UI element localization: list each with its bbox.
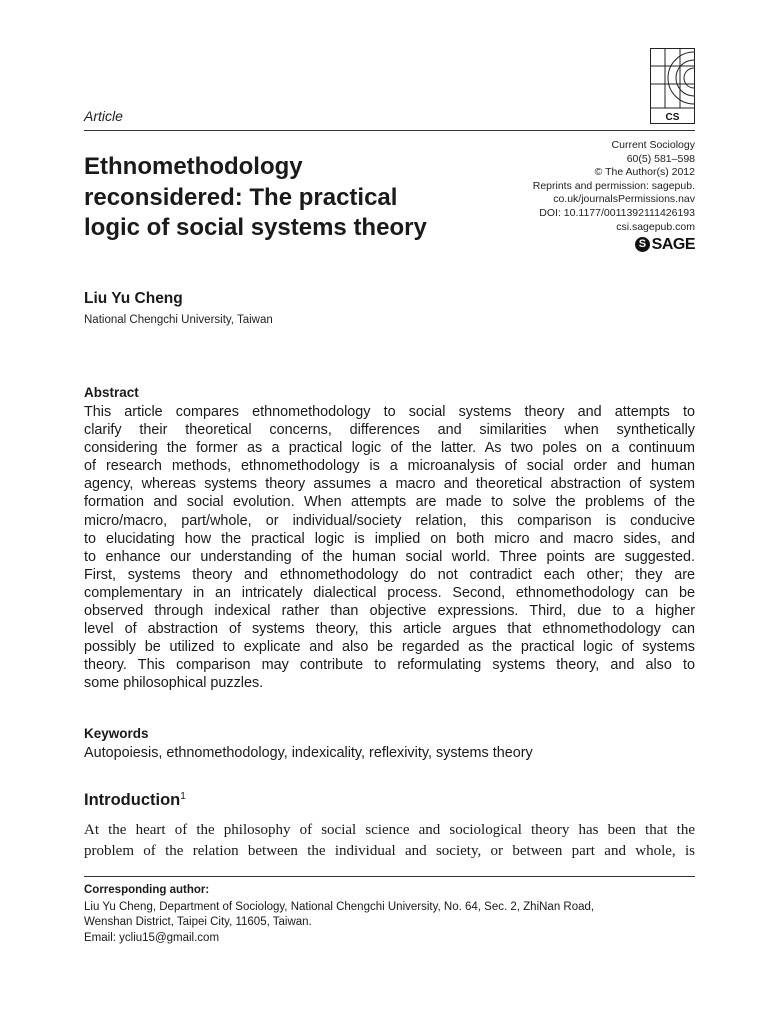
journal-volume-pages: 60(5) 581–598	[626, 152, 695, 165]
journal-name: Current Sociology	[611, 139, 695, 151]
corresponding-author-details	[84, 900, 695, 946]
keywords-list: Autopoiesis, ethnomethodology, indexicality, reflexivity, systems theory	[84, 745, 533, 761]
journal-metadata	[465, 139, 695, 252]
title-line: reconsidered: The practical	[84, 183, 398, 211]
journal-logo	[650, 48, 695, 124]
abstract-line: observed through indexical rather than objective expressions. Third, due to a higher	[84, 603, 695, 620]
keywords-heading: Keywords	[84, 726, 149, 741]
header-rule	[84, 130, 695, 131]
permissions-link[interactable]: co.uk/journalsPermissions.nav	[553, 193, 695, 206]
footnote-marker[interactable]: 1	[180, 791, 186, 802]
sage-mark-icon: S	[635, 237, 650, 252]
abstract-line: to enhance our understanding of the human social world. Three points are suggested.	[84, 548, 695, 565]
abstract-line: considering the former as a practical logic of the latter. As two poles on a continuum	[84, 440, 695, 457]
corresponding-email[interactable]: Email: ycliu15@gmail.com	[84, 931, 220, 944]
abstract-line: complementary in an intricately dialectical process. Second, ethnomethodology can be	[84, 584, 695, 601]
abstract-line: theory. This comparison may contribute to reformulating systems theory, and also to	[84, 657, 695, 674]
abstract-heading: Abstract	[84, 385, 139, 400]
introduction-text	[84, 820, 695, 861]
abstract-line: micro/macro, part/whole, or individual/society relation, this comparison is conducive	[84, 512, 695, 529]
journal-url[interactable]: csi.sagepub.com	[616, 220, 695, 233]
reprints-line: Reprints and permission: sagepub.	[532, 179, 695, 192]
article-type-label: Article	[84, 108, 123, 124]
corresponding-line: Liu Yu Cheng, Department of Sociology, National Chengchi University, No. 64, Sec. 2, ZhiNan Road,	[84, 901, 595, 913]
publisher-logo	[465, 237, 695, 252]
introduction-line: problem of the relation between the individual and society, or between part and whole, is	[84, 842, 695, 859]
abstract-line: clarify their theoretical concerns, differences and similarities when synthetically	[84, 422, 695, 439]
doi-line[interactable]: DOI: 10.1177/0011392111426193	[539, 206, 695, 219]
abstract-line: agency, whereas systems theory assumes a macro and theoretical abstraction of system	[84, 476, 695, 493]
author-affiliation: National Chengchi University, Taiwan	[84, 314, 273, 326]
abstract-line: This article compares ethnomethodology to social systems theory and attempts to	[84, 404, 695, 420]
abstract-line: to elucidating how the practical logic is implied on both micro and macro sides, and	[84, 530, 695, 547]
abstract-line: First, systems theory and ethnomethodology do not contradict each other; they are	[84, 566, 695, 583]
abstract-line: level of abstraction of systems theory, this article argues that ethnomethodology can	[84, 621, 695, 638]
corresponding-author-heading: Corresponding author:	[84, 884, 210, 896]
abstract-line: some philosophical puzzles.	[84, 675, 264, 692]
journal-logo-text: CS	[665, 112, 680, 123]
abstract-text	[84, 403, 695, 693]
article-title	[84, 152, 484, 244]
introduction-heading-text: Introduction	[84, 791, 181, 809]
publisher-logo-text: SAGE	[651, 235, 695, 253]
title-line: logic of social systems theory	[84, 214, 427, 241]
introduction-heading	[84, 791, 186, 810]
footnote-rule	[84, 876, 695, 877]
title-line: Ethnomethodology	[84, 153, 303, 180]
abstract-line: formation and social evolution. When attempts are made to solve the problems of the	[84, 494, 695, 511]
corresponding-line: Wenshan District, Taipei City, 11605, Taiwan.	[84, 916, 312, 929]
abstract-line: possibly be utilized to explicate and also be regarded as the practical logic of systems	[84, 639, 695, 656]
abstract-line: of research methods, ethnomethodology is a microanalysis of social order and human	[84, 458, 695, 475]
introduction-line: At the heart of the philosophy of social science and sociological theory has been that the	[84, 822, 695, 838]
copyright-line: © The Author(s) 2012	[594, 166, 695, 179]
author-name: Liu Yu Cheng	[84, 290, 183, 307]
